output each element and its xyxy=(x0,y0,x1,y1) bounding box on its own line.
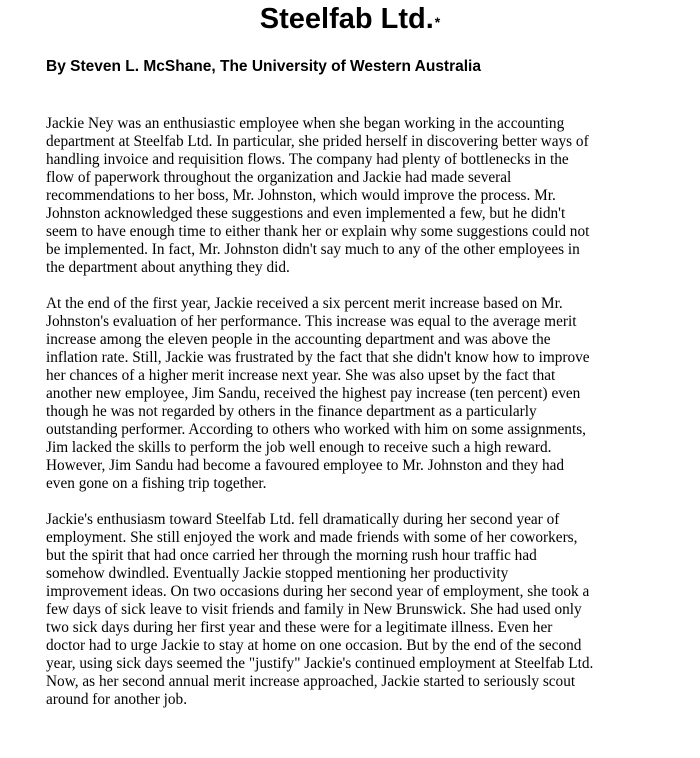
text-line: inflation rate. Still, Jackie was frustrated by the fact that she didn't know how to improve xyxy=(46,349,590,366)
text-line: year, using sick days seemed the "justify" Jackie's continued employment at Steelfab Ltd. xyxy=(46,655,594,672)
text-line: handling invoice and requisition flows. The company had plenty of bottlenecks in the xyxy=(46,151,569,168)
text-line: another new employee, Jim Sandu, received the highest pay increase (ten percent) even xyxy=(46,385,581,402)
text-line: few days of sick leave to visit friends and family in New Brunswick. She had used only xyxy=(46,601,582,618)
text-line: doctor had to urge Jackie to stay at home on one occasion. But by the end of the second xyxy=(46,637,582,654)
text-line: Jim lacked the skills to perform the job well enough to receive such a high reward. xyxy=(46,439,552,456)
footnote-marker: * xyxy=(434,14,441,30)
text-line: her chances of a higher merit increase next year. She was also upset by the fact that xyxy=(46,367,556,384)
text-line: outstanding performer. According to others who worked with him on some assignments, xyxy=(46,421,586,438)
text-line: At the end of the first year, Jackie received a six percent merit increase based on Mr. xyxy=(46,295,563,312)
title-text: Steelfab Ltd. xyxy=(259,3,434,35)
text-line: somehow dwindled. Eventually Jackie stopped mentioning her productivity xyxy=(46,565,509,582)
text-line: around for another job. xyxy=(46,691,188,708)
text-line: be implemented. In fact, Mr. Johnston didn't say much to any of the other employees in xyxy=(46,241,580,258)
text-line: Jackie's enthusiasm toward Steelfab Ltd. fell dramatically during her second year of xyxy=(46,511,560,528)
text-line: two sick days during her first year and these were for a legitimate illness. Even her xyxy=(46,619,553,636)
author-byline: By Steven L. McShane, The University of Western Australia xyxy=(46,58,481,75)
text-line: increase among the eleven people in the accounting department and was above the xyxy=(46,331,551,348)
text-line: improvement ideas. On two occasions during her second year of employment, she took a xyxy=(46,583,590,600)
text-line: Johnston's evaluation of her performance. This increase was equal to the average merit xyxy=(46,313,577,330)
page-title xyxy=(0,2,700,36)
text-line: Jackie Ney was an enthusiastic employee when she began working in the accounting xyxy=(46,115,565,132)
text-line: However, Jim Sandu had become a favoured employee to Mr. Johnston and they had xyxy=(46,457,565,474)
text-line: seem to have enough time to either thank her or explain why some suggestions could not xyxy=(46,223,590,240)
text-line: but the spirit that had once carried her through the morning rush hour traffic had xyxy=(46,547,537,564)
text-line: employment. She still enjoyed the work and made friends with some of her coworkers, xyxy=(46,529,578,546)
text-line: the department about anything they did. xyxy=(46,259,290,276)
text-line: Johnston acknowledged these suggestions and even implemented a few, but he didn't xyxy=(46,205,566,222)
text-line: Now, as her second annual merit increase approached, Jackie started to seriously scout xyxy=(46,673,576,690)
paragraph xyxy=(46,115,656,277)
paragraph xyxy=(46,511,656,709)
text-line: even gone on a fishing trip together. xyxy=(46,475,267,492)
text-line: flow of paperwork throughout the organization and Jackie had made several xyxy=(46,169,512,186)
text-line: though he was not regarded by others in the finance department as a particularly xyxy=(46,403,537,420)
text-line: recommendations to her boss, Mr. Johnston, which would improve the process. Mr. xyxy=(46,187,556,204)
text-line: department at Steelfab Ltd. In particular, she prided herself in discovering better ways of xyxy=(46,133,589,150)
case-body xyxy=(46,115,656,727)
paragraph xyxy=(46,295,656,493)
